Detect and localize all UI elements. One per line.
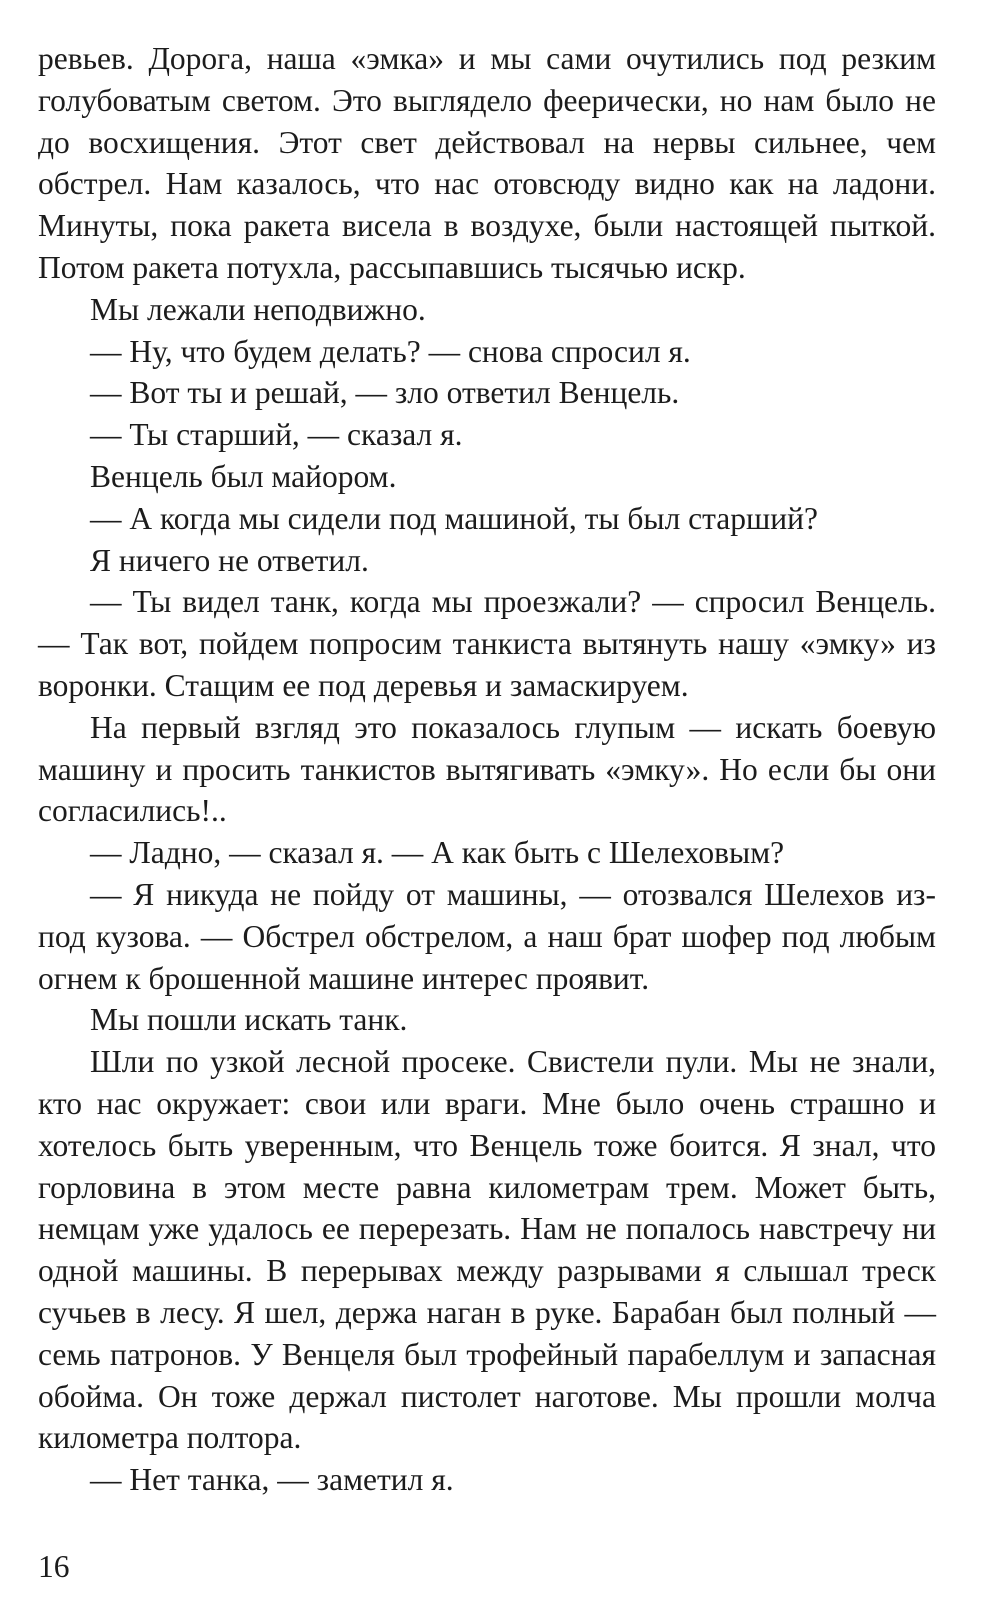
- paragraph: — Вот ты и решай, — зло ответил Венцель.: [90, 375, 680, 411]
- paragraph: Мы лежали неподвижно.: [90, 291, 426, 327]
- page-number: 16: [38, 1549, 70, 1584]
- page-text: [38, 38, 936, 1501]
- paragraph: — А когда мы сидели под машиной, ты был старший?: [90, 500, 818, 536]
- paragraph: — Я никуда не пойду от машины, — отозвался Шелехов из-под кузова. — Обстрел обстрелом, а наш брат шофер под любым огнем к брошенной машине интерес проявит.: [38, 876, 936, 996]
- paragraph: — Ладно, — сказал я. — А как быть с Шелеховым?: [90, 835, 785, 871]
- paragraph: — Ты старший, — сказал я.: [90, 417, 463, 453]
- paragraph: Мы пошли искать танк.: [90, 1002, 408, 1038]
- paragraph: ревьев. Дорога, наша «эмка» и мы сами очутились под резким голубоватым светом. Это выглядело феерически, но нам было не до восхищения. Этот свет действовал на нервы сильнее, чем обстрел. Нам казалось, что нас отовсюду видно как на ладони. Минуты, пока ракета висела в воздухе, были настоящей пыткой. Потом ракета потухла, рассыпавшись тысячью искр.: [38, 41, 936, 285]
- paragraph: — Ты видел танк, когда мы проезжали? — спросил Венцель. — Так вот, пойдем попросим танкиста вытянуть нашу «эмку» из воронки. Стащим ее под деревья и замаскируем.: [38, 584, 936, 703]
- paragraph: Венцель был майором.: [90, 458, 397, 494]
- paragraph: Шли по узкой лесной просеке. Свистели пули. Мы не знали, кто нас окружает: свои или враги. Мне было очень страшно и хотелось быть уверенным, что Венцель тоже боится. Я знал, что горловина в этом месте равна километрам трем. Может быть, немцам уже удалось ее перерезать. Нам не попалось навстречу ни одной машины. В перерывах между разрывами я слышал треск сучьев в лесу. Я шел, держа наган в руке. Барабан был полный — семь патронов. У Венцеля был трофейный парабеллум и запасная обойма. Он тоже держал пистолет наготове. Мы прошли молча километра полтора.: [38, 1044, 936, 1456]
- paragraph: На первый взгляд это показалось глупым — искать боевую машину и просить танкистов вытягивать «эмку». Но если бы они согласились!..: [38, 709, 936, 829]
- paragraph: — Ну, что будем делать? — снова спросил я.: [90, 333, 691, 369]
- paragraph: Я ничего не ответил.: [90, 542, 369, 578]
- paragraph: — Нет танка, — заметил я.: [90, 1462, 454, 1498]
